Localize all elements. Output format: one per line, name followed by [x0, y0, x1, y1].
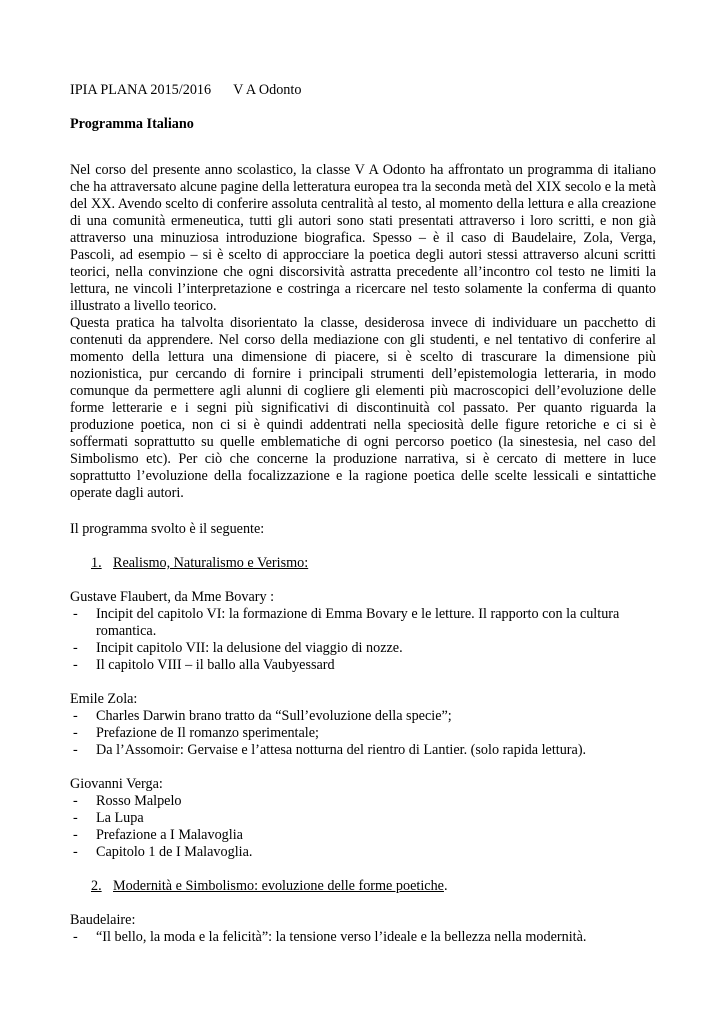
section-title: Modernità e Simbolismo: evoluzione delle forme poetiche	[113, 878, 444, 894]
dash-bullet: -	[73, 844, 78, 860]
section-title-suffix: .	[443, 878, 448, 894]
section-title: Realismo, Naturalismo e Verismo:	[113, 555, 309, 571]
dash-bullet: -	[73, 657, 78, 673]
work-list	[70, 606, 656, 674]
list-item: - Capitolo 1 de I Malavoglia.	[73, 844, 253, 860]
section-number: 2.	[91, 878, 102, 894]
intro-paragraph-1: Nel corso del presente anno scolastico, la classe V A Odonto ha affrontato un programma di italiano che ha attraversato alcune pagine della letteratura europea tra la seconda metà del XIX secolo e la metà del XX. Avendo scelto di conferire assoluta centralità al testo, al momento della lettura e alla creazione di una comunità ermeneutica, tutti gli autori sono stati presentati attraverso i loro scritti, e non già attraverso una minuziosa introduzione biografica. Spesso – è il caso di Baudelaire, Zola, Verga, Pascoli, ad esempio – si è scelto di approcciare la poetica degli autori stessi attraverso alcuni scritti teorici, nella convinzione che ogni discorsività astratta precedente all’incontro col testo ne limiti la lettura, ne vincoli l’interpretazione e costringa a ricercare nel testo solamente la conferma di quanto illustrato a livello teorico.	[70, 162, 656, 314]
dash-bullet: -	[73, 810, 78, 826]
document-title: Programma Italiano	[70, 116, 194, 132]
dash-bullet: -	[73, 640, 78, 656]
section-heading-2	[70, 878, 656, 895]
dash-bullet: -	[73, 708, 78, 724]
list-item: - La Lupa	[73, 810, 144, 826]
author-block-zola	[70, 691, 656, 759]
author-block-verga	[70, 776, 656, 861]
dash-bullet: -	[73, 929, 78, 945]
author-name: Gustave Flaubert, da Mme Bovary :	[70, 589, 275, 605]
author-block-baudelaire	[70, 912, 656, 946]
list-item: - “Il bello, la moda e la felicità”: la tensione verso l’ideale e la bellezza nella modernità.	[73, 929, 587, 945]
program-lead: Il programma svolto è il seguente:	[70, 521, 265, 537]
work-list	[70, 929, 656, 946]
intro-text	[70, 162, 656, 502]
author-name: Baudelaire:	[70, 912, 136, 928]
document-page	[70, 82, 656, 946]
list-item: - Rosso Malpelo	[73, 793, 182, 809]
author-block-flaubert	[70, 589, 656, 674]
list-item: - Il capitolo VIII – il ballo alla Vaubyessard	[73, 657, 335, 673]
work-list	[70, 708, 656, 759]
school-year: IPIA PLANA 2015/2016	[70, 82, 212, 98]
work-list	[70, 793, 656, 861]
author-name: Emile Zola:	[70, 691, 138, 707]
dash-bullet: -	[73, 793, 78, 809]
section-heading-1	[70, 555, 656, 572]
author-name: Giovanni Verga:	[70, 776, 163, 792]
list-item: - Prefazione de Il romanzo sperimentale;	[73, 725, 319, 741]
intro-paragraph-2: Questa pratica ha talvolta disorientato la classe, desiderosa invece di individuare un pacchetto di contenuti da apprendere. Nel corso della mediazione con gli studenti, e nel tentativo di conferire al momento della lettura una dimensione di piacere, si è scelto di trascurare la dimensione più nozionistica, pur cercando di fornire i principali strumenti dell’epistemologia letteraria, in modo comunque da permettere agli alunni di cogliere gli elementi più macroscopici dell’evoluzione delle forme letterarie e i segni più significativi di discontinuità col passato. Per quanto riguarda la produzione poetica, non ci si è quindi addentrati nella speciosità delle figure retoriche e ci si è soffermati soprattutto su quelle emblematiche di ogni percorso poetico (la sinestesia, nel caso del Simbolismo etc). Per ciò che concerne la produzione narrativa, si è cercato di mettere in luce soprattutto l’evoluzione della focalizzazione e la ragione poetica delle scelte lessicali e sintattiche operate dagli autori.	[70, 315, 656, 501]
list-item: - Incipit del capitolo VI: la formazione di Emma Bovary e le letture. Il rapporto con la cultura romantica.	[73, 606, 620, 639]
list-item: - Da l’Assomoir: Gervaise e l’attesa notturna del rientro di Lantier. (solo rapida lettura).	[73, 742, 587, 758]
dash-bullet: -	[73, 742, 78, 758]
list-item: - Incipit capitolo VII: la delusione del viaggio di nozze.	[73, 640, 403, 656]
section-number: 1.	[91, 555, 102, 571]
dash-bullet: -	[73, 606, 78, 622]
list-item: - Charles Darwin brano tratto da “Sull’evoluzione della specie”;	[73, 708, 452, 724]
list-item: - Prefazione a I Malavoglia	[73, 827, 243, 843]
document-header	[70, 82, 656, 99]
class-name: V A Odonto	[233, 82, 302, 98]
dash-bullet: -	[73, 827, 78, 843]
dash-bullet: -	[73, 725, 78, 741]
